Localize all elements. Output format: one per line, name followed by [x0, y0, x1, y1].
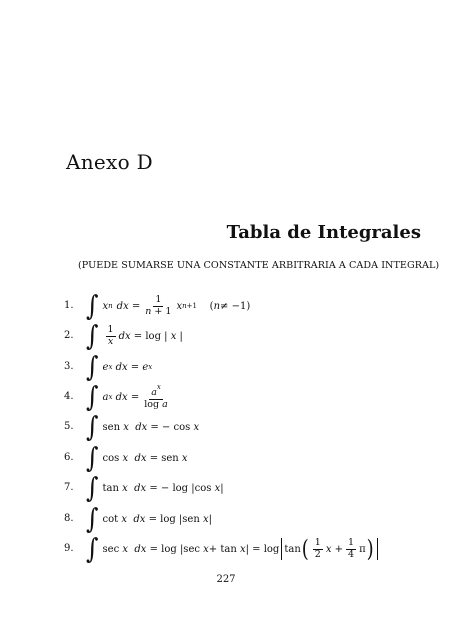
page-number: 227 [216, 574, 236, 585]
formula-expression: ∫ cot x dx = log |sen x | [86, 502, 212, 536]
formula-expression: ∫ sec x dx = log |sec x + tan x | = log tan ( $\frac{1}{2}$ x + $\frac{1}{4}$ π ) [86, 535, 380, 563]
formula-number: 3. [64, 361, 74, 372]
formula-number: 4. [64, 391, 74, 402]
formula-expression: ∫ sen x dx = − cos x [86, 410, 200, 444]
formula-number: 2. [64, 330, 74, 341]
formula-number: 5. [64, 421, 74, 432]
chapter-heading: Anexo D [66, 150, 153, 174]
formula-expression: ∫ x n dx = $\frac{1}{n + 1}$ x n+1 ( n ≠ −1) [86, 289, 251, 323]
formula-number: 1. [64, 300, 74, 311]
formula-number: 8. [64, 513, 74, 524]
page-title: Tabla de Integrales [226, 222, 421, 243]
formula-expression: ∫ $\frac{1}{x}$ dx = log | x | [86, 319, 183, 353]
formula-expression: ∫ tan x dx = − log |cos x | [86, 471, 224, 505]
formula-expression: ∫ e x dx = e x [86, 350, 153, 384]
formula-expression: ∫ cos x dx = sen x [86, 441, 188, 475]
formula-number: 7. [64, 482, 74, 493]
formula-number: 6. [64, 452, 74, 463]
formula-number: 9. [64, 543, 74, 554]
constant-note: (PUEDE SUMARSE UNA CONSTANTE ARBITRARIA A CADA INTEGRAL) [78, 260, 440, 271]
formula-expression: ∫ a x dx = $\frac{a^x}{\text{log a}}$ [86, 380, 168, 414]
